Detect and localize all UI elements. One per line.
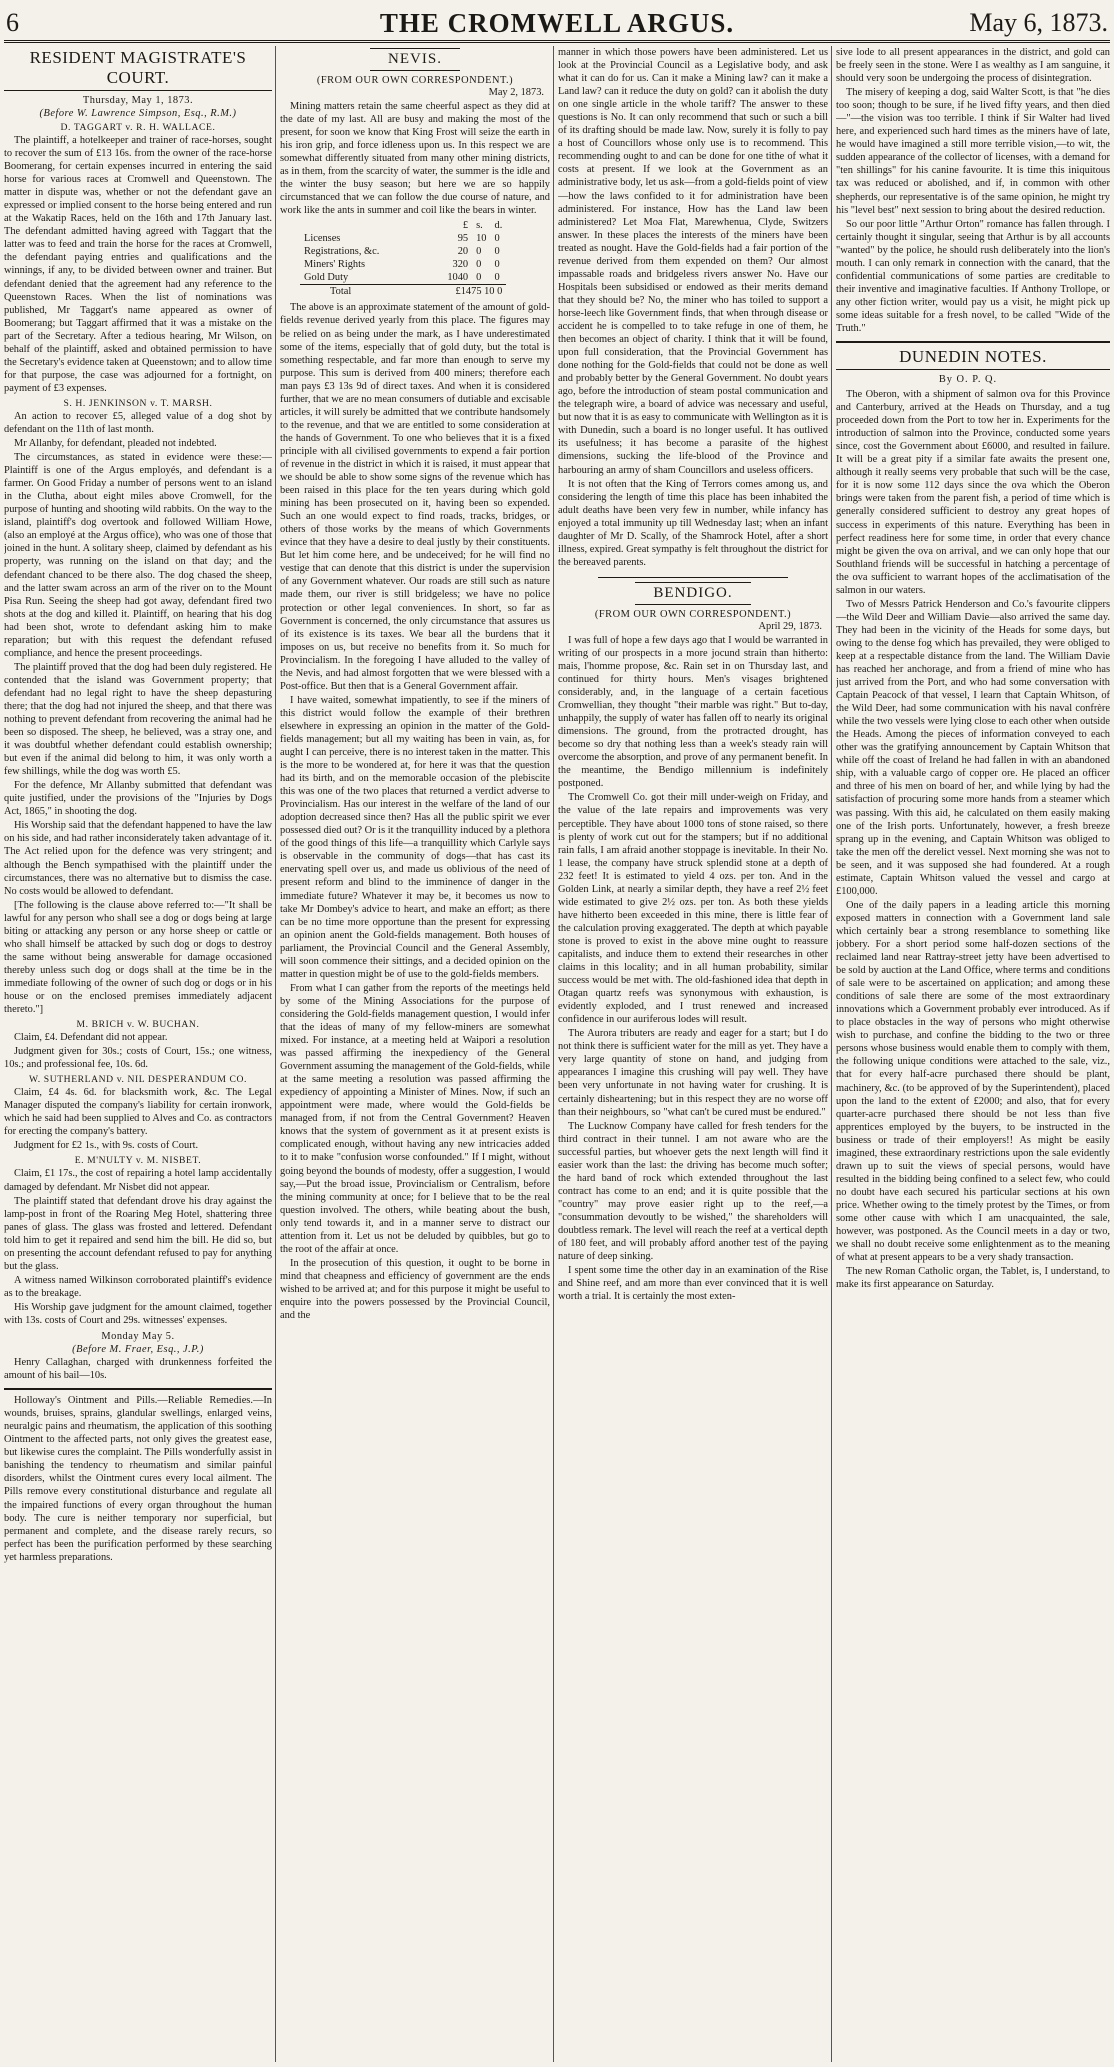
article-text: I have waited, somewhat impatiently, to see if the miners of this district would follow the example of their brethren elsewhere in expressing an opinion in the matter of the Gold-fields management; but all my waiting has been in vain, as, for aught I can perceive, there is no interest taken in the matter. This is the more to be wondered at, for here it was that the question had its birth, and on the memorable occasion of the plebiscite this was one of the two places that returned a verdict adverse to Provincialism. Has our interest in the welfare of the land of our adoption decreased since then? Has all the public spirit we ever possessed died out? Or is it the tranquillity induced by a plethora of the good things of this life—a tranquillity which Carlyle says is observable in the community of dogs—that has cast its enervating spell over us, and made us oblivious of the need of present reform and blind to the imminence of danger in the immediate future? Whatever it may be, it becomes us now to take Mr Dombey's advice to heart, and make an effort; as there can be no time more opportune than the present for expressing an opinion anent the Gold-fields management. Both houses of parliament, the Provincial Council and the General Assembly, will soon commence their sittings, and a decided opinion on the matter in question might be of use to the gold-fields members. bbox=[280, 694, 550, 980]
table-cell: 320 bbox=[452, 259, 469, 271]
case-text: Mr Allanby, for defendant, pleaded not indebted. bbox=[14, 438, 217, 450]
table-row bbox=[300, 258, 506, 271]
court-date: Monday May 5. bbox=[101, 1331, 175, 1343]
article-text: So our poor little "Arthur Orton" romance has fallen through. I certainly thought it singular, seeing that Arthur is by all accounts "wanted" by the police, he should rush deliberately into the lion's mouth. I can only remark in connection with the canard, that the confidential communications of some parties are creditable to their inventive and imaginative faculties. If Anthony Trollope, or any other fiction writer, would pay us a visit, he might pick up some ideas suitable for a fresh novel, to be called "Wide of the Truth." bbox=[836, 218, 1110, 334]
case-text: The circumstances, as stated in evidence were these:—Plaintiff is one of the Argus employés, and defendant is a farmer. On Good Friday a number of persons went to an island in the Clutha, about eight miles above Cromwell, for the purpose of hunting and shooting wild rabbits. On the way to the island, plaintiff's dog overtook and followed William Howe, (also an employé at the Argus office), who was one of those that joined in the hunt. A solitary sheep, claimed by defendant as his property, was running on the island on that day; and the defendant chanced to be there also. The dog chased the sheep, and the latter swam across an arm of the river on to the Mount Pisa Run. Seeing the sheep had got away, defendant fired two shots at the dog and killed it. Plaintiff, on hearing that his dog had been shot, wrote to defendant asking him to make reparation; but with this request the defendant refused compliance, and hence the present proceedings. bbox=[4, 452, 272, 659]
column-dunedin bbox=[836, 46, 1110, 2062]
table-cell: 0 bbox=[494, 246, 500, 258]
case-title: M. BRICH v. W. BUCHAN. bbox=[76, 1019, 200, 1031]
table-cell: 20 bbox=[457, 246, 469, 258]
table-row bbox=[300, 232, 506, 245]
table-cell: 0 bbox=[494, 272, 500, 284]
section-divider bbox=[4, 1388, 272, 1390]
table-cell: Miners' Rights bbox=[304, 259, 366, 271]
table-header: d. bbox=[494, 220, 503, 232]
table-header: s. bbox=[476, 220, 483, 232]
article-text: In the prosecution of this question, it ought to be borne in mind that cheapness and efficiency of government are the ends wished to be arrived at; and for this purpose it might be useful to enquire into the powers possessed by the Provincial Council, and the bbox=[280, 1257, 550, 1322]
case-title: S. H. JENKINSON v. T. MARSH. bbox=[63, 397, 213, 409]
bendigo-byline: (FROM OUR OWN CORRESPONDENT.) bbox=[594, 608, 792, 620]
article-text: The Oberon, with a shipment of salmon ova for this Province and Canterbury, arrived at the Heads on Thursday, and a tug proceeded down from the Port to tow her in. Experiments for the introduction of salmon into the Province, conducted some years since, cost the Government about £6000, and resulted in failure. It will be a great pity if a similar fate awaits the present one, although it really seems very probable that such will be the case, for it is now some 112 days since the ova which the Oberon brings were taken from the parent fish, a period of time which is generally considered sufficient to destroy any great hopes of success in experiments of this nature. Everything has been in perfect readiness here for some time, in order that every chance might be given the ova on arrival, and we can only hope that our Southland friends will be successful in hatching a percentage of the ova sufficient to warrant hopes of the acclimatisation of the salmon in our waters. bbox=[836, 389, 1110, 596]
table-cell: Licenses bbox=[304, 233, 341, 245]
issue-date: May 6, 1873. bbox=[969, 8, 1108, 37]
case-text: Claim, £4 4s. 6d. for blacksmith work, &c. The Legal Manager disputed the company's liability for certain ironwork, which he said had been supplied to Alves and Co. as contractors for erecting the company's battery. bbox=[4, 1087, 272, 1138]
table-cell: Gold Duty bbox=[304, 272, 349, 284]
columns bbox=[4, 46, 1110, 2062]
nevis-byline: (FROM OUR OWN CORRESPONDENT.) bbox=[316, 75, 514, 86]
dunedin-byline: By O. P. Q. bbox=[938, 374, 998, 386]
advertisement-text: Holloway's Ointment and Pills.—Reliable Remedies.—In wounds, bruises, sprains, glandular swellings, enlarged veins, neuralgic pains and rheumatism, the application of this soothing Ointment to the affected parts, not only gives the greatest ease, but likewise cures the complaint. The Pills wonderfully assist in banishing the tendency to rheumatism and similar painful disorders, whilst the Ointment cures every local ailment. The Pills remove every constitutional disturbance and regulate all the impaired functions of every organ throughout the human body. The cure is neither temporary nor superficial, but permanent and complete, and the disease rarely recurs, so perfect has been the purification performed by these searching yet harmless preparations. bbox=[4, 1395, 272, 1563]
article-text: The misery of keeping a dog, said Walter Scott, is that "he dies too soon; though to be sure, if he lived fifty years, and then died—"—the vision was too terrible. I think if Sir Walter had lived here, and experienced such hard times as the miners have of late, he would have imagined a still more terrible vision,—to wit, the sudden appearance of the collector of licenses, with a demand for "ten shillings" for his canine favourite. It is time this iniquitous tax was reduced or abolished, and if, in common with other shepherds, our representative is of the same opinion, he might try his "level best" next session to bring about the desired reduction. bbox=[836, 87, 1110, 216]
bendigo-heading-bar bbox=[558, 582, 828, 605]
case-text: Claim, £4. Defendant did not appear. bbox=[14, 1032, 168, 1044]
case-text: Judgment given for 30s.; costs of Court, 15s.; one witness, 10s.; and professional fee, 10s. 6d. bbox=[4, 1046, 272, 1071]
table-row bbox=[300, 271, 506, 285]
case-title: E. M'NULTY v. M. NISBET. bbox=[74, 1155, 202, 1167]
table-cell: 95 bbox=[457, 233, 469, 245]
case-title: W. SUTHERLAND v. NIL DESPERANDUM CO. bbox=[28, 1074, 247, 1086]
case-title: D. TAGGART v. R. H. WALLACE. bbox=[60, 122, 216, 133]
case-text: The plaintiff proved that the dog had been duly registered. He contended that the island was Government property; that defendant had no legal right to have the sheep depasturing there; that the dog had not injured the sheep, and that there was nothing to prevent defendant from recovering the animal had he been so disposed. The sheep, he believed, was a stray one, and it was doubtful whether defendant could establish ownership; but even if the animal did belong to him, it was only worth a few shillings, while the dog was worth £5. bbox=[4, 661, 272, 778]
nevis-dateline: May 2, 1873. bbox=[488, 87, 544, 98]
newspaper-title: THE CROMWELL ARGUS. bbox=[379, 8, 735, 38]
article-text: The above is an approximate statement of the amount of gold-fields revenue derived yearly from this place. The figures may be relied on as being under the mark, as I have underestimated some of the items, especially that of gold duty, but the total is something respectable, and far more than enough to serve my purpose. This sum is derived from 400 miners; therefore each man pays £3 13s 9d of direct taxes. And when it is considered further, that we are no mean consumers of dutiable and excisable articles, it will surely be admitted that we contribute handsomely to the revenue, and that we are entitled to some consideration at the hands of Government. To one who believes that it is a fixed principle with all civilised governments to expend a fair portion of revenue in the district in which it is raised, it must appear that we should be able to show some signs of the revenue which has been raised in this place for the ten years during which gold mining has been prosecuted on it, having been so expended. Such an one would expect to find roads, tracks, bridges, or others of those works by the means of which Governments evince that they have a desire to deal justly by their constituents. But let him come here, and be undeceived; for he will find no vestige that can denote that this district is under the supervision of any Government whatever. Our roads are still such as nature made them, our river is still bridgeless; we have no police protection or other legal conveniences. In short, so far as Government is concerned, the only circumstance that assures us of its existence is its taxes. We bear all the burdens that it imposes on us, but receive no benefits from it. So much for Provincialism. In the foregoing I have alluded to the valley of the Nevis, and had almost forgotten that we were blessed with a Post-office. But then that is a General Government affair. bbox=[280, 302, 550, 692]
column-bendigo bbox=[558, 46, 828, 2062]
case-text: The plaintiff stated that defendant drove his dray against the lamp-post in front of the Roaring Meg Hotel, shattering three panes of glass. The glass was frosted and lettered. Defendant told him to get it repaired and send him the bill. He did so, but on presenting the account defendant refused to pay for anything but the glass. bbox=[4, 1195, 272, 1272]
article-text: Mining matters retain the same cheerful aspect as they did at the date of my last. All are busy and making the most of the present, for soon we know that King Frost will seize the earth in his iron grip, and force idleness upon us. In this respect we are somewhat differently situated from many other mining districts, as in them, from the scarcity of water, the summer is the idle and the winter the busy season; but here we are so happily circumstanced that we can follow the due course of nature, and work like the ants in summer and coil like the bears in winter. bbox=[280, 101, 550, 217]
table-total-row bbox=[300, 285, 506, 299]
court-date: Thursday, May 1, 1873. bbox=[82, 95, 194, 106]
page-number: 6 bbox=[6, 8, 19, 37]
article-text: sive lode to all present appearances in the district, and gold can be freely seen in the stone. Were I as wealthy as I am sanguine, it should very soon be undergoing the process of disintegration. bbox=[836, 47, 1110, 85]
article-text: The Aurora tributers are ready and eager for a start; but I do not think there is sufficient water for the mill as yet. They have a very large quantity of stone on hand, and judging from appearances I imagine this crushing will pay well. They have been very unfortunate in not having water for crushing. It is certainly disheartening; but in this respect they are no worse off than their neighbours, so "what can't be cured must be endured." bbox=[558, 1028, 828, 1118]
column-rule bbox=[275, 46, 276, 2062]
article-text: It is not often that the King of Terrors comes among us, and considering the length of time this place has been inhabited the adult deaths have been very few in number, while infancy has enjoyed a total immunity up till Wednesday last; when an infant daughter of Mr D. Scally, of the Shamrock Hotel, after a short illness, expired. Great sympathy is felt throughout the district for the bereaved parents. bbox=[558, 478, 828, 568]
case-text: An action to recover £5, alleged value of a dog shot by defendant on the 11th of last month. bbox=[4, 410, 272, 435]
case-text: Judgment for £2 1s., with 9s. costs of Court. bbox=[14, 1140, 199, 1152]
nevis-heading-bar bbox=[280, 48, 550, 71]
case-text: The plaintiff, a hotelkeeper and trainer of race-horses, sought to recover the sum of £13 16s. from the owner of the race-horse Boomerang, for certain expenses incurred in entering the said horse for various races at Cromwell and Queenstown. The matter in dispute was, whether or not the defendant gave an expressed or implied consent to the horse being entered and run at the Wakatip Races, held on the 16th and 17th January last. The defendant admitted having agreed with Taggart that the latter was to feed and train the horse for the races at Cromwell, the defendant paying entries and qualifications and the winnings, if any, to be divided between owner and trainer. But defendant denied that the agreement had any reference to the Queenstown Races. When the list of nominations was published, Mr Taggart's name appeared as owner of Boomerang; but Taggart affirmed that it was a mistake on the part of the Secretary. After a tedious hearing, Mr Wilson, on behalf of the plaintiff, asked and obtained permission to have the Secretary's evidence taken at Queenstown; and to allow time for that purpose, the case was adjourned for a fortnight, on payment of £3 expenses. bbox=[4, 135, 272, 394]
case-text: For the defence, Mr Allanby submitted that defendant was quite justified, under the provisions of the "Injuries by Dogs Act, 1865," in shooting the dog. bbox=[4, 780, 272, 818]
table-header: £ bbox=[462, 220, 469, 232]
court-before: (Before M. Fraer, Esq., J.P.) bbox=[72, 1344, 204, 1356]
article-text: I spent some time the other day in an examination of the Rise and Shine reef, and am more than ever convinced that it is well worth a trial. It is certainly the most exten- bbox=[558, 1265, 828, 1303]
case-text: [The following is the clause above referred to:—"It shall be lawful for any person who shall see a dog or dogs being at large biting or attacking any person or any horse sheep or cattle or who shall himself be attacked by such dog or dogs to destroy the same without being answerable for damage occasioned thereby unless such dog or dogs shall at the time be in the immediate following of the owner of such dog or dogs or in his house or on the enclosed premises immediately adjacent thereto."] bbox=[4, 899, 272, 1016]
table-cell: 0 bbox=[494, 233, 500, 245]
case-text: Henry Callaghan, charged with drunkenness forfeited the amount of his bail—10s. bbox=[4, 1357, 272, 1382]
court-before: (Before W. Lawrence Simpson, Esq., R.M.) bbox=[39, 108, 237, 119]
column-rule bbox=[553, 46, 554, 2062]
masthead bbox=[4, 6, 1110, 43]
table-cell: 0 bbox=[494, 259, 500, 271]
article-text: The new Roman Catholic organ, the Tablet, is, I understand, to make its first appearance on Saturday. bbox=[836, 1266, 1110, 1291]
case-text: A witness named Wilkinson corroborated plaintiff's evidence as to the breakage. bbox=[4, 1274, 272, 1299]
revenue-table bbox=[300, 219, 506, 298]
table-cell: £1475 10 0 bbox=[431, 285, 506, 299]
column-court bbox=[4, 46, 272, 2062]
table-cell: Registrations, &c. bbox=[304, 246, 380, 258]
section-divider bbox=[598, 577, 788, 578]
court-heading: RESIDENT MAGISTRATE'S COURT. bbox=[4, 48, 272, 91]
dunedin-heading: DUNEDIN NOTES. bbox=[836, 347, 1110, 370]
article-text: The Cromwell Co. got their mill under-weigh on Friday, and the value of the late repairs and improvements was very perceptible. They have about 1000 tons of stone raised, so there is plenty of work cut out for the stampers; but if no additional rain falls, I am afraid another stoppage is inevitable. In their No. 1 lease, the company have struck splendid stone at a depth of 232 feet! It is estimated to yield 4 ozs. per ton. And in the Golden Link, at nearly a similar depth, they have a reef 2½ feet wide estimated to give 2½ ozs. per ton. As both these yields have hitherto been exceeded in this mine, there is little fear of the calculation proving exaggerated. The depth at which payable stone is proved to exist in the above mine ought to reassure capitalists, and induce them to extend their researches in other claims in this locality; and in all human probability, similar success would be met with. The old-fashioned idea that depth in Otagan quartz reefs was synonymous with exhaustion, is evidently exploded, and I trust renewed and increased confidence in our auriferous lodes will result. bbox=[558, 792, 828, 1026]
table-cell: 0 bbox=[476, 259, 482, 271]
table-cell: 10 bbox=[476, 233, 487, 245]
article-text: Two of Messrs Patrick Henderson and Co.'s favourite clippers—the Wild Deer and William Davie—also arrived the same day. They had been in the vicinity of the Heads for some days, but owing to the dense fog which has prevailed, they were obliged to keep at a respectable distance from the land. The William Davie has reached her anchorage, and from a friend of mine who has just arrived from the Port, and who had some conversation with Captain Peacock of that vessel, I learn that Captain Whitson, of the Wild Deer, had some communication with his naval confrère while the two vessels were lying close to each other when outside the Heads. Among the pieces of information conveyed to each other was the gratifying announcement by Captain Whitson that while off the coast of Ireland he had fallen in with an abandoned ship, with a valuable cargo of copper ore. He placed an officer and three of his men on board of her, and while lying by had the satisfaction of procuring some more hands from a steamer which was passing. With this aid, he calculated on them easily making one of the Irish ports. Unfortunately, however, a fresh breeze sprang up in the evening, and Captain Whitson was obliged to take the men off the derelict vessel. Next morning she was not to be seen, and it was supposed she had foundered. At a rough estimate, Captain Whitson valued the vessel and cargo at £100,000. bbox=[836, 598, 1110, 897]
table-row bbox=[300, 245, 506, 258]
table-cell: 0 bbox=[476, 246, 482, 258]
case-text: His Worship said that the defendant happened to have the law on his side, and had rather inconsiderately taken advantage of it. The Act relied upon for the defence was very stringent; and although the Bench sympathised with the plaintiff under the circumstances, there was no alternative but to dismiss the case. No costs would be allowed to defendant. bbox=[4, 820, 272, 897]
bendigo-heading: BENDIGO. bbox=[635, 582, 750, 605]
article-text: From what I can gather from the reports of the meetings held by some of the Mining Associations for the purpose of considering the Gold-fields management question, I would infer that the ideas of many of my fellow-miners are somewhat mixed. For instance, at a meeting held at Waipori a resolution was passed affirming the inexpediency of the General Government assuming the management of the Gold-fields, while at the same meeting a resolution was passed affirming the expediency of appointing a Minister of Mines. Now, if such an appointment were made, where would the Gold-fields be managed from, if not from the Central Government? Heaven knows that the system of government as it at present exists is complicated enough, without having any new intricacies added to it to make "confusion worse confounded." If I might, without going beyond the bounds of modesty, offer a suggestion, I would say,—Put the broad issue, Provincialism or Centralism, before the mining community at once; for I believe that to be the real question involved. The others, while beating about the bush, only tend towards it, and in a manner serve to distract our attention from it. Let us not be deluded by quibbles, but go to the root of the affair at once. bbox=[280, 982, 550, 1255]
case-text: Claim, £1 17s., the cost of repairing a hotel lamp accidentally damaged by defendant. Mr Nisbet did not appear. bbox=[4, 1168, 272, 1193]
bendigo-dateline: April 29, 1873. bbox=[758, 620, 822, 632]
table-cell: 0 bbox=[476, 272, 482, 284]
article-text: One of the daily papers in a leading article this morning exposed matters in connection with a Government land sale which certainly bear a strong resemblance to something like jobbery. For a short period some half-dozen sections of the reclaimed land near Rattray-street jetty have been advertised to be sold by auction at the Land Office, where terms and conditions of sale were to be ascertained on application; and among these conditions of sale there are some of the most extraordinary innovations which a Government probably ever introduced. As if to place obstacles in the way of persons who might otherwise wish to purchase, and confine the bidding to the two or three persons whose business would enable them to comply with them, the following unique conditions were attached to the sale, viz., that for every half-acre purchased there should be plant, machinery, &c. (to be approved of by the Superintendent), placed upon the land to the extent of £2000; and also, that for every quarter-acre purchased there should be not less than five apprentices employed by the buyers, to be instructed in the business or trade of their employers!! As might be easily imagined, these extraordinary restrictions upon the sale evidently drawn up to suit the views of special persons, would have resulted in the bidding being confined to a select few, who could no doubt have each secured his particular sections at his own price. Whether owing to the timely protest by the Times, or from some other cause with which I am unacquainted, the sale, however, was postponed. As the Council meets in a day or two, we shall no doubt receive some enlightenment as to the meaning of what at present appears to be a very shady transaction. bbox=[836, 899, 1110, 1264]
article-text: I was full of hope a few days ago that I would be warranted in writing of our prospects in a more jocund strain than hitherto: mais, l'homme propose, &c. Rain set in on Thursday last, and continued for thirty hours. Men's visages brightened considerably, and, in the language of a certain facetious Cromwellian, they thought "their marble was right." But to-day, unhappily, the supply of water has fallen off to nearly its original dimensions. The ground, from the protracted drought, has become so dry that nothing less than a week's steady rain will overcome the absorption, and prove of any permanent benefit. In the meantime, the Bendigo millennium is indefinitely postponed. bbox=[558, 634, 828, 790]
nevis-heading: NEVIS. bbox=[370, 48, 460, 71]
article-text: manner in which those powers have been administered. Let us look at the Provincial Council as a Legislative body, and ask what it can do for us. Can it make a Mining law? can it make a Land law? can it reduce the duty on gold? can it abolish the duty on one single article in the whole tariff? The answer to these questions is No. It can only recommend that such or such a bill of its drafting should be made law. Now, surely it is folly to pay a host of Councillors whose only use is to recommend. This recommending ought to and can be done for one tithe of what it costs at present. If we look at the Government as an administrative body, let us ask—from a gold-fields point of view—how the laws confided to it for administration have been administered. For instance, How has the Land law been administered? Let Moa Flat, Marewhenua, Clyde, Switzers answer. In these places the interests of the miners have been treated as nought. Have the Gold-fields had a fair portion of the revenue derived from them expended on them? Our almost impassable roads and bridgeless rivers answer No. Have our Hospitals been subsidised or endowed as their merits demand that they should be? No, the miner who has toiled to support a horse-leech like Government finds, that when through disease or accident he is compelled to to take refuge in one of them, he then becomes an object of charity. I think that it will be found, upon full consideration, that the Provincial Government has done nothing for the Gold-fields that could not be done as well and probably better by the General Government. No doubt years ago, before the introduction of steam postal communication and the telegraph wire, a board of advice was necessary and useful, but now that it is as easy to communicate with Wellington as it is with Dunedin, such a board is no longer useful. It has outlived its usefulness; it has become a parasite of the highest dimensions, sucking the life-blood of the Province and harbouring an army of sham Councillors and useless officers. bbox=[558, 47, 828, 476]
column-nevis bbox=[280, 46, 550, 2062]
case-text: His Worship gave judgment for the amount claimed, together with 13s. costs of Court and 29s. witnesses' expenses. bbox=[4, 1301, 272, 1326]
column-rule bbox=[831, 46, 832, 2062]
table-cell: Total bbox=[300, 285, 383, 299]
table-cell: 1040 bbox=[447, 272, 469, 284]
section-divider bbox=[836, 341, 1110, 343]
article-text: The Lucknow Company have called for fresh tenders for the third contract in their tunnel. I am not aware who are the successful parties, but whoever gets the next length will find it easier work than the last: the driving has become much softer; the hard band of rock which extended throughout the last contract has come to an end; and it is quite possible that the "country" may prove easier right up to the reef,—a "consummation devoutly to be wished," the shareholders will doubtless remark. The level will reach the reef at a vertical depth of 180 feet, and will probably afford another test of the paying nature of deep sinking. bbox=[558, 1120, 828, 1263]
